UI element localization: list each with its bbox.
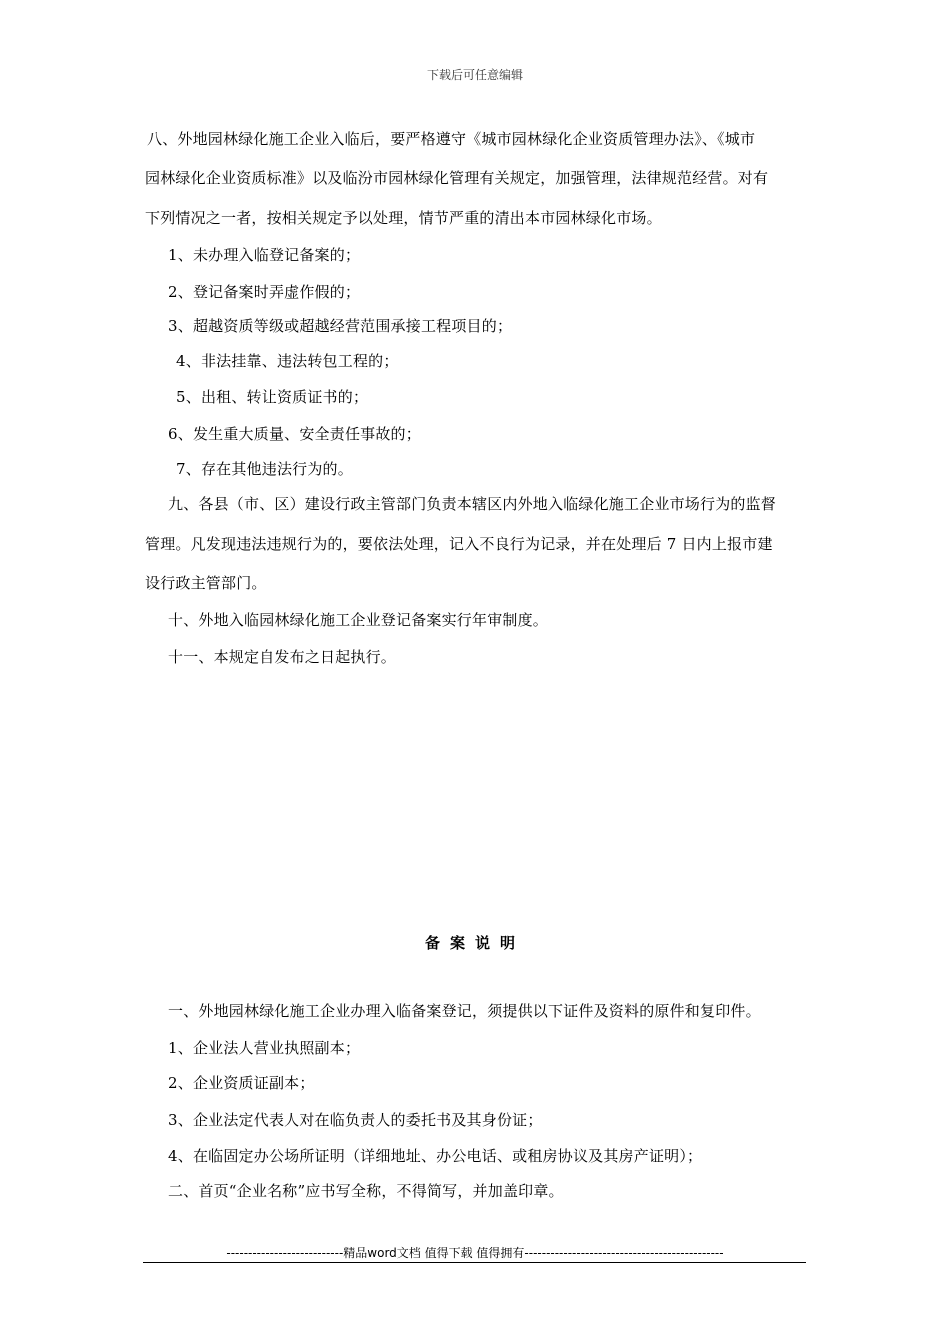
article-8-line-2: 园林绿化企业资质标准》以及临汾市园林绿化管理有关规定，加强管理，法律规范经营。对有 (145, 169, 769, 187)
list-item: 2、登记备案时弄虚作假的； (168, 283, 361, 301)
footer-divider (143, 1262, 806, 1263)
article-8-line-1: 八、外地园林绿化施工企业入临后，要严格遵守《城市园林绿化企业资质管理办法》、《城市 (147, 130, 756, 148)
list-item: 3、超越资质等级或超越经营范围承接工程项目的； (168, 317, 513, 335)
section-title: 备案说明 (424, 934, 525, 952)
list-item: 7、存在其他违法行为的。 (176, 460, 353, 478)
list-item: 1、企业法人营业执照副本； (168, 1039, 361, 1057)
list-item: 4、在临固定办公场所证明（详细地址、办公电话、或租房协议及其房产证明）； (168, 1147, 703, 1165)
filing-instruction-2: 二、首页“企业名称”应书写全称，不得简写，并加盖印章。 (168, 1182, 564, 1200)
article-9-line-3: 设行政主管部门。 (145, 574, 267, 592)
article-9-line-2: 管理。凡发现违法违规行为的，要依法处理，记入不良行为记录，并在处理后 7 日内上报市建 (145, 535, 773, 553)
list-item: 1、未办理入临登记备案的； (168, 246, 361, 264)
list-item: 4、非法挂靠、违法转包工程的； (176, 352, 399, 370)
list-item: 5、出租、转让资质证书的； (176, 388, 369, 406)
list-item: 2、企业资质证副本； (168, 1074, 315, 1092)
page-footer: ---------------------------精品word文档 值得下载 值得拥有---------------------------------------------- (226, 1246, 724, 1260)
list-item: 6、发生重大质量、安全责任事故的； (168, 425, 421, 443)
article-8-line-3: 下列情况之一者，按相关规定予以处理，情节严重的清出本市园林绿化市场。 (145, 209, 662, 227)
page-header: 下载后可任意编辑 (426, 68, 523, 82)
filing-instruction-1: 一、外地园林绿化施工企业办理入临备案登记，须提供以下证件及资料的原件和复印件。 (168, 1002, 761, 1020)
article-11: 十一、本规定自发布之日起执行。 (168, 648, 397, 666)
article-9-line-1: 九、各县（市、区）建设行政主管部门负责本辖区内外地入临绿化施工企业市场行为的监督 (168, 495, 777, 513)
article-10: 十、外地入临园林绿化施工企业登记备案实行年审制度。 (168, 611, 549, 629)
list-item: 3、企业法定代表人对在临负责人的委托书及其身份证； (168, 1111, 543, 1129)
